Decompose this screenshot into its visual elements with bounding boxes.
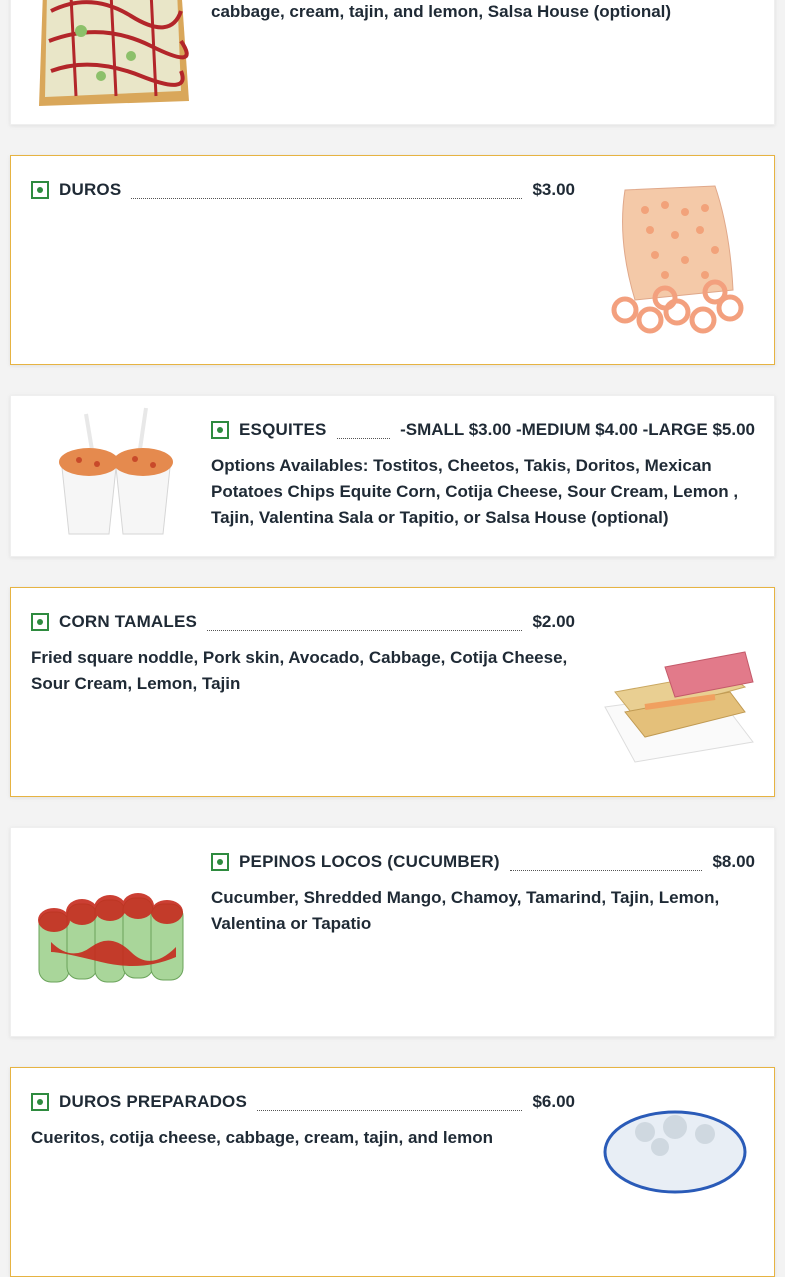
- item-price: $8.00: [712, 852, 755, 871]
- item-description: Cueritos, cotija cheese, cabbage, cream, tajin, and lemon: [31, 1128, 493, 1147]
- item-header: [211, 850, 755, 874]
- item-name: DUROS PREPARADOS: [59, 1092, 248, 1111]
- pepinos-locos-image: [31, 852, 191, 1012]
- selected-checkbox[interactable]: [31, 1093, 49, 1111]
- corn-tamales-image: [595, 612, 755, 772]
- menu-item-card[interactable]: [10, 155, 775, 365]
- item-header: [31, 178, 575, 202]
- menu-item-card[interactable]: [10, 395, 775, 557]
- item-header: [31, 610, 575, 634]
- dotted-leader: [337, 425, 391, 439]
- item-description: cabbage, cream, tajin, and lemon, Salsa House (optional): [211, 2, 672, 21]
- selected-checkbox[interactable]: [31, 613, 49, 631]
- item-name: PEPINOS LOCOS (CUCUMBER): [239, 852, 500, 871]
- selected-checkbox[interactable]: [211, 421, 229, 439]
- item-price: $3.00: [532, 180, 575, 199]
- menu-item-card[interactable]: [10, 587, 775, 797]
- dotted-leader: [257, 1097, 522, 1111]
- selected-checkbox[interactable]: [211, 853, 229, 871]
- menu-item-card[interactable]: [10, 1067, 775, 1277]
- tostada-image: [31, 0, 191, 121]
- dotted-leader: [510, 857, 703, 871]
- duros-preparados-image: [595, 1092, 755, 1252]
- duros-image: [595, 180, 755, 340]
- item-price: $2.00: [532, 612, 575, 631]
- item-name: ESQUITES: [239, 420, 327, 439]
- dotted-leader: [131, 185, 522, 199]
- item-description: Fried square noddle, Pork skin, Avocado, Cabbage, Cotija Cheese, Sour Cream, Lemon, Tajin: [31, 648, 568, 693]
- menu-item-card[interactable]: [10, 827, 775, 1037]
- item-header: [31, 1090, 575, 1114]
- item-price: $6.00: [532, 1092, 575, 1111]
- item-description: Options Availables: Tostitos, Cheetos, Takis, Doritos, Mexican Potatoes Chips Equite Corn, Cotija Cheese, Sour Cream, Lemon , Tajin, Valentina Sala or Tapitio, or Salsa House (optional): [211, 456, 739, 527]
- dotted-leader: [207, 617, 522, 631]
- item-price: -SMALL $3.00 -MEDIUM $4.00 -LARGE $5.00: [400, 420, 755, 439]
- menu-item-card[interactable]: [10, 0, 775, 125]
- item-header: [211, 418, 755, 442]
- selected-checkbox[interactable]: [31, 181, 49, 199]
- esquites-image: [31, 396, 191, 556]
- item-description: Cucumber, Shredded Mango, Chamoy, Tamarind, Tajin, Lemon, Valentina or Tapatio: [211, 888, 720, 933]
- item-name: DUROS: [59, 180, 122, 199]
- item-name: CORN TAMALES: [59, 612, 198, 631]
